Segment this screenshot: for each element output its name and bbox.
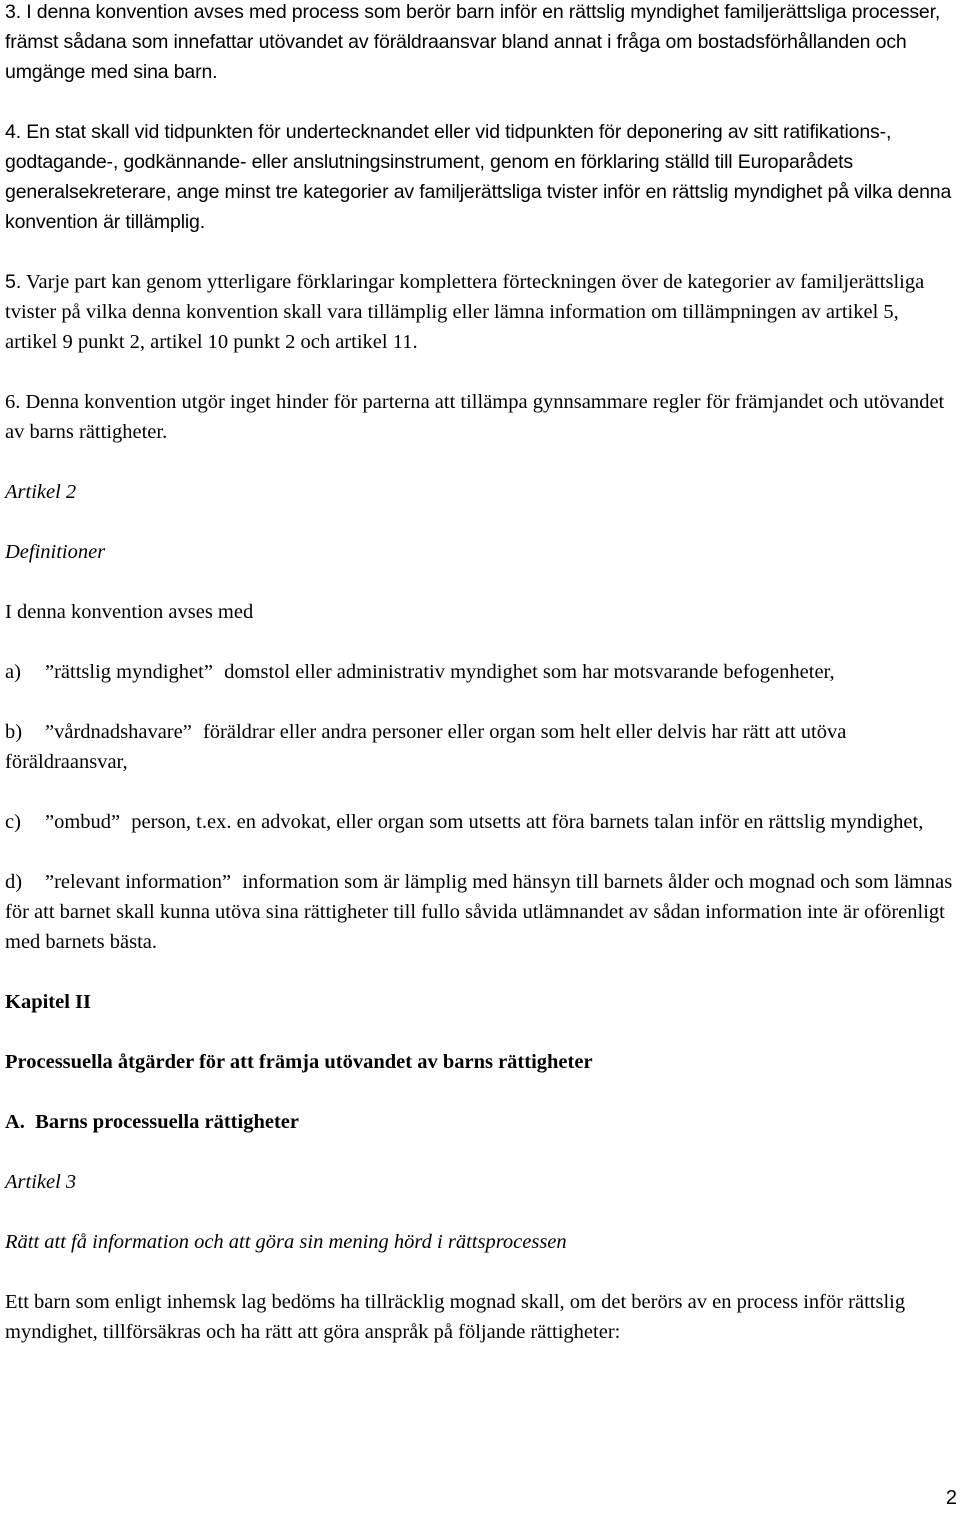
paragraph-5	[5, 267, 955, 357]
document-page	[5, 0, 955, 1377]
definition-letter: c)	[5, 811, 21, 833]
definition-text: person, t.ex. en advokat, eller organ som utsetts att föra barnets talan inför en rättslig myndighet,	[131, 811, 924, 833]
definition-term: ”vårdnadshavare”	[45, 721, 192, 743]
article-2-intro: I denna konvention avses med	[5, 601, 254, 623]
page-number: 2	[945, 1487, 957, 1509]
paragraph-4: 4. En stat skall vid tidpunkten för undertecknandet eller vid tidpunkten för deponering av sitt ratifikations-, godtagande-, godkännande- eller anslutningsinstrument, genom en förklaring ställd till Europarådets generalsekreterare, ange minst tre kategorier av familjerättsliga tvister inför en rättslig myndighet på vilka denna konvention är tillämplig.	[5, 121, 952, 233]
section-a-heading: A. Barns processuella rättigheter	[5, 1111, 299, 1133]
article-3-title: Rätt att få information och att göra sin mening hörd i rättsprocessen	[5, 1231, 567, 1253]
definition-d	[5, 867, 955, 957]
definition-term: ”ombud”	[45, 811, 121, 833]
definition-c	[5, 807, 955, 837]
article-3-text: Ett barn som enligt inhemsk lag bedöms ha tillräcklig mognad skall, om det berörs av en process inför rättslig myndighet, tillförsäkras och ha rätt att göra anspråk på följande rättigheter:	[5, 1291, 906, 1343]
definition-text: föräldrar eller andra personer eller organ som helt eller delvis har rätt att utöva föräldraansvar,	[5, 721, 847, 773]
definition-a	[5, 657, 955, 687]
definition-term: ”relevant information”	[45, 871, 232, 893]
paragraph-6: 6. Denna konvention utgör inget hinder för parterna att tillämpa gynnsammare regler för främjandet och utövandet av barns rättigheter.	[5, 391, 945, 443]
paragraph-5-number: 5.	[5, 271, 22, 293]
paragraph-3: 3. I denna konvention avses med process som berör barn inför en rättslig myndighet familjerättsliga processer, främst sådana som innefattar utövandet av föräldraansvar bland annat i fråga om bostadsförhållanden och umgänge med sina barn.	[5, 1, 941, 83]
paragraph-5-text: Varje part kan genom ytterligare förklaringar komplettera förteckningen över de kategorier av familjerättsliga tvister på vilka denna konvention skall vara tillämplig eller lämna information om tillämpningen av artikel 5, artikel 9 punkt 2, artikel 10 punkt 2 och artikel 11.	[5, 271, 925, 353]
definition-term: ”rättslig myndighet”	[45, 661, 213, 683]
definition-letter: b)	[5, 721, 23, 743]
definition-text: information som är lämplig med hänsyn till barnets ålder och mognad och som lämnas för att barnet skall kunna utöva sina rättigheter till fullo såvida utlämnandet av sådan information inte är oförenligt med barnets bästa.	[5, 871, 953, 953]
article-2-heading: Artikel 2	[5, 481, 77, 503]
definition-letter: d)	[5, 871, 23, 893]
definition-text: domstol eller administrativ myndighet som har motsvarande befogenheter,	[224, 661, 835, 683]
definition-b	[5, 717, 955, 777]
article-3-heading: Artikel 3	[5, 1171, 77, 1193]
chapter-2-title: Processuella åtgärder för att främja utövandet av barns rättigheter	[5, 1051, 593, 1073]
chapter-2-heading: Kapitel II	[5, 991, 91, 1013]
article-2-title: Definitioner	[5, 541, 106, 563]
definition-letter: a)	[5, 661, 21, 683]
